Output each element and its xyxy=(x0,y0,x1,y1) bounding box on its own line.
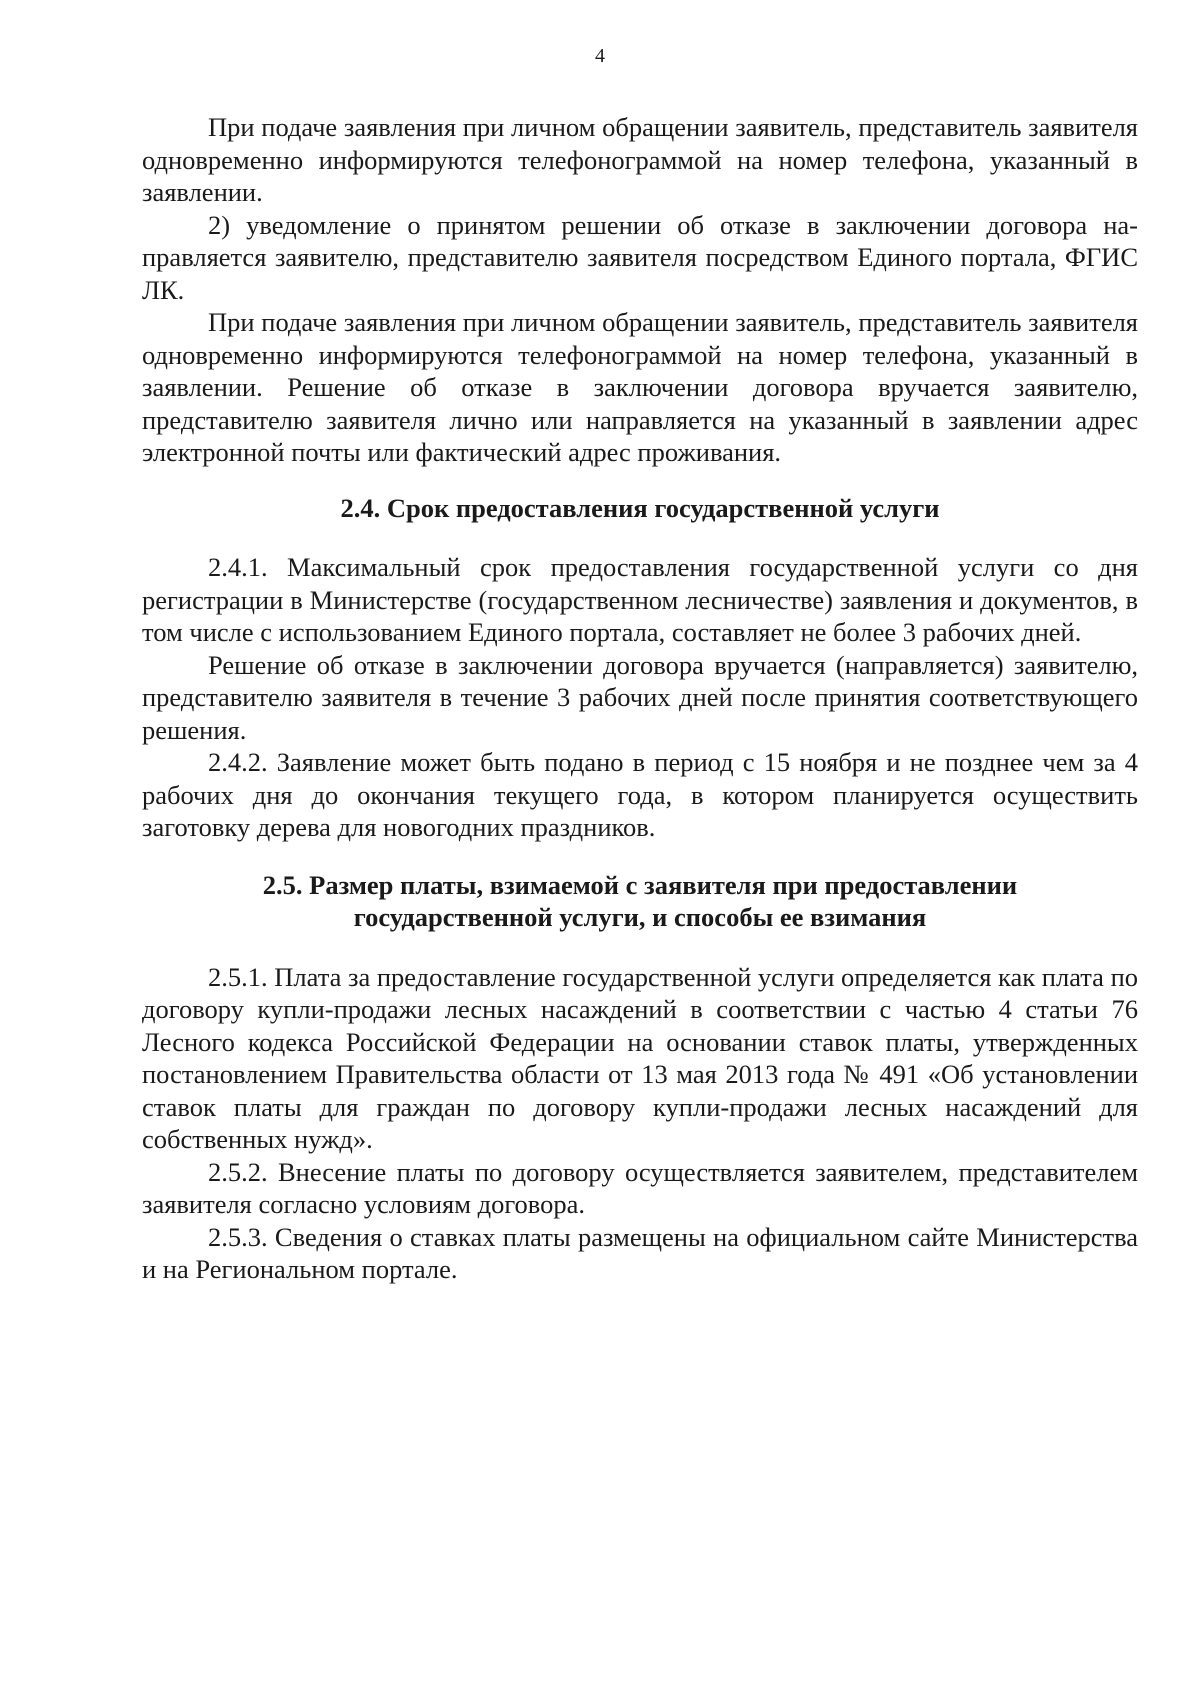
section-heading-2-5-line-2: государственной услуги, и способы ее взимания xyxy=(353,902,927,932)
section-heading-2-5-line-1: 2.5. Размер платы, взимаемой с заявителя при предоставлении xyxy=(262,869,1018,900)
document-body xyxy=(142,111,1138,1286)
paragraph-phone-notice-1: При подаче заявления при личном обращении заявитель, представитель заявителя одновременно информируются телефонограммой на номер телефона, указанный в заявлении. xyxy=(142,112,1138,207)
paragraph-refusal-delivery: Решение об отказе в заключении договора вручается (направляется) заявителю, представителю заявителя в течение 3 рабочих дней после принятия соответствующего решения. xyxy=(142,649,1138,745)
page-number: 4 xyxy=(595,45,605,67)
paragraph-2-4-2: 2.4.2. Заявление может быть подано в период с 15 ноября и не позднее чем за 4 рабочих дня до окончания текущего года, в котором планируется осуществить заготовку дерева для новогодних праздников. xyxy=(142,747,1138,842)
paragraph-2-5-1: 2.5.1. Плата за предоставление государственной услуги определяется как плата по договору купли-продажи лесных насаждений в соответствии с частью 4 статьи 76 Лесного кодекса Российской Федерации на основании ставок платы, утвержденных постановлением Правительства области от 13 мая 2013 года № 491 «Об установлении ставок платы для граждан по договору купли-продажи лесных насаждений для собственных нужд». xyxy=(142,961,1138,1154)
section-heading-2-5 xyxy=(142,869,1138,934)
paragraph-phone-notice-2: При подаче заявления при личном обращении заявитель, представитель заявителя одновременно информируются телефонограммой на номер телефона, указанный в заявлении. Решение об отказе в заключении договора вручается заявителю, представителю заявителя лично или направляется на указанный в заявлении адрес электронной почты или фактический адрес проживания. xyxy=(142,307,1138,467)
paragraph-2-4-1: 2.4.1. Максимальный срок предоставления государственной услуги со дня регистрации в Министерстве (государственном лесничестве) заявления и документов, в том числе с использованием Единого портала, составляет не более 3 рабочих дней. xyxy=(142,552,1138,647)
paragraph-refusal-notice: 2) уведомление о принятом решении об отказе в заключении договора направляется заявителю, представителю заявителя посредством Единого портала, ФГИС ЛК. xyxy=(142,209,1138,305)
section-heading-2-4: 2.4. Срок предоставления государственной услуги xyxy=(340,492,940,523)
paragraph-2-5-3: 2.5.3. Сведения о ставках платы размещены на официальном сайте Министерства и на Региональном портале. xyxy=(142,1221,1138,1284)
paragraph-2-5-2: 2.5.2. Внесение платы по договору осуществляется заявителем, представителем заявителя согласно условиям договора. xyxy=(142,1156,1138,1219)
